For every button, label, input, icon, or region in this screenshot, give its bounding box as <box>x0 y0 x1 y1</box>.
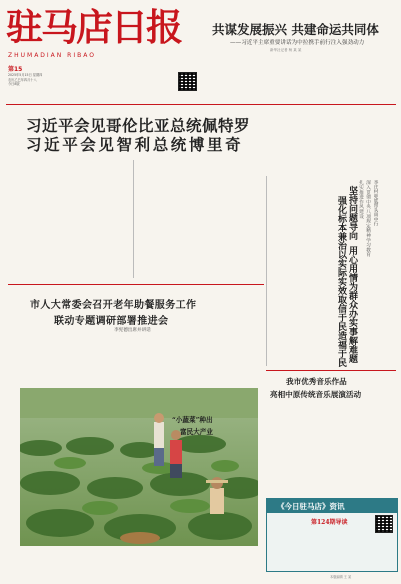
feature-divider <box>266 176 267 366</box>
photo-caption-text <box>8 550 258 564</box>
section2-body-2 <box>72 342 132 386</box>
promo-box <box>266 498 398 572</box>
feature-head-1: 坚持问题导向 <box>347 186 357 240</box>
promo-issue: 第124期导读 <box>311 519 348 526</box>
section2-headline-1: 市人大常委会召开老年助餐服务工作 <box>30 300 197 311</box>
music-body-2 <box>336 402 396 492</box>
top-story-body-1 <box>212 56 272 104</box>
top-story-body-5 <box>338 108 396 174</box>
section2-body-3 <box>140 342 200 386</box>
music-divider <box>266 370 396 371</box>
photo-caption-2: 富民大产业 <box>180 428 213 436</box>
column-divider <box>133 160 134 278</box>
top-story-subtitle: ——习近平主席重要讲话为中拉携手前行注入强劲动力 <box>230 40 365 46</box>
masthead-title: 驻马店日报 <box>6 5 181 49</box>
feature-subtitle-2: 扎实推进作风建设 <box>358 180 363 219</box>
promo-qr-icon <box>375 515 393 533</box>
feature-head-4: 以实际实效取信于民造福于民 <box>336 250 346 367</box>
masthead-date: 2025年5月15日 星期四 <box>8 73 43 77</box>
music-headline-2: 亮相中原传统音乐展演活动 <box>270 390 362 399</box>
lead-body-col-3 <box>140 160 196 278</box>
masthead-divider <box>6 104 396 105</box>
masthead-pinyin: ZHUMADIAN RIBAO <box>8 52 96 59</box>
feature-subtitle-1: 深入贯彻中央八项规定精神学习教育 <box>365 180 370 257</box>
masthead-info <box>8 64 178 94</box>
section2-body-1 <box>8 342 68 386</box>
feature-body <box>270 176 328 346</box>
masthead-page-count: 今日8版 <box>8 82 20 87</box>
feature-head-2: 用心用情为群众办实事解难题 <box>347 246 357 363</box>
section2-author: 李宪德出席并讲话 <box>114 328 151 333</box>
top-story-body-2 <box>276 56 334 104</box>
issue-number: 第15 <box>8 66 23 73</box>
feature-kicker: 李庄村兜底带头雨中行 <box>373 180 378 226</box>
promo-title: 《今日驻马店》资讯 <box>277 502 345 511</box>
lead-headline-2: 习近平会见智利总统博里奇 <box>26 135 244 154</box>
masthead-lunar-date: 农历乙巳年四月十八 <box>8 77 37 82</box>
section2-headline-2: 联动专题调研部署推进会 <box>54 316 169 327</box>
top-story-body-3 <box>338 56 396 104</box>
feature-head-3: 强化标本兼治 <box>336 196 346 250</box>
photo-caption-1: “小蔬菜”种出 <box>172 416 213 424</box>
feature-photo <box>20 388 258 546</box>
lead-body-col-2 <box>68 160 124 278</box>
lead-body-col-4 <box>200 160 256 278</box>
lead-body-col-1 <box>8 160 64 278</box>
music-headline-1: 我市优秀音乐作品 <box>286 377 347 386</box>
vegetable-field-photo <box>20 388 258 546</box>
qr-code-icon <box>178 72 197 91</box>
top-story-byline: 新华社记者 杨 某 某 <box>270 48 302 52</box>
footer-editor-note: 本版编辑 王 某 <box>330 575 352 579</box>
top-story-body-4 <box>276 108 334 174</box>
section2-body-4 <box>204 342 264 386</box>
top-story-headline: 共谋发展振兴 共建命运共同体 <box>212 22 379 37</box>
lead-headline-1: 习近平会见哥伦比亚总统佩特罗 <box>26 116 251 135</box>
promo-list <box>271 527 371 567</box>
music-body-1 <box>270 402 332 492</box>
section-divider <box>8 284 264 285</box>
